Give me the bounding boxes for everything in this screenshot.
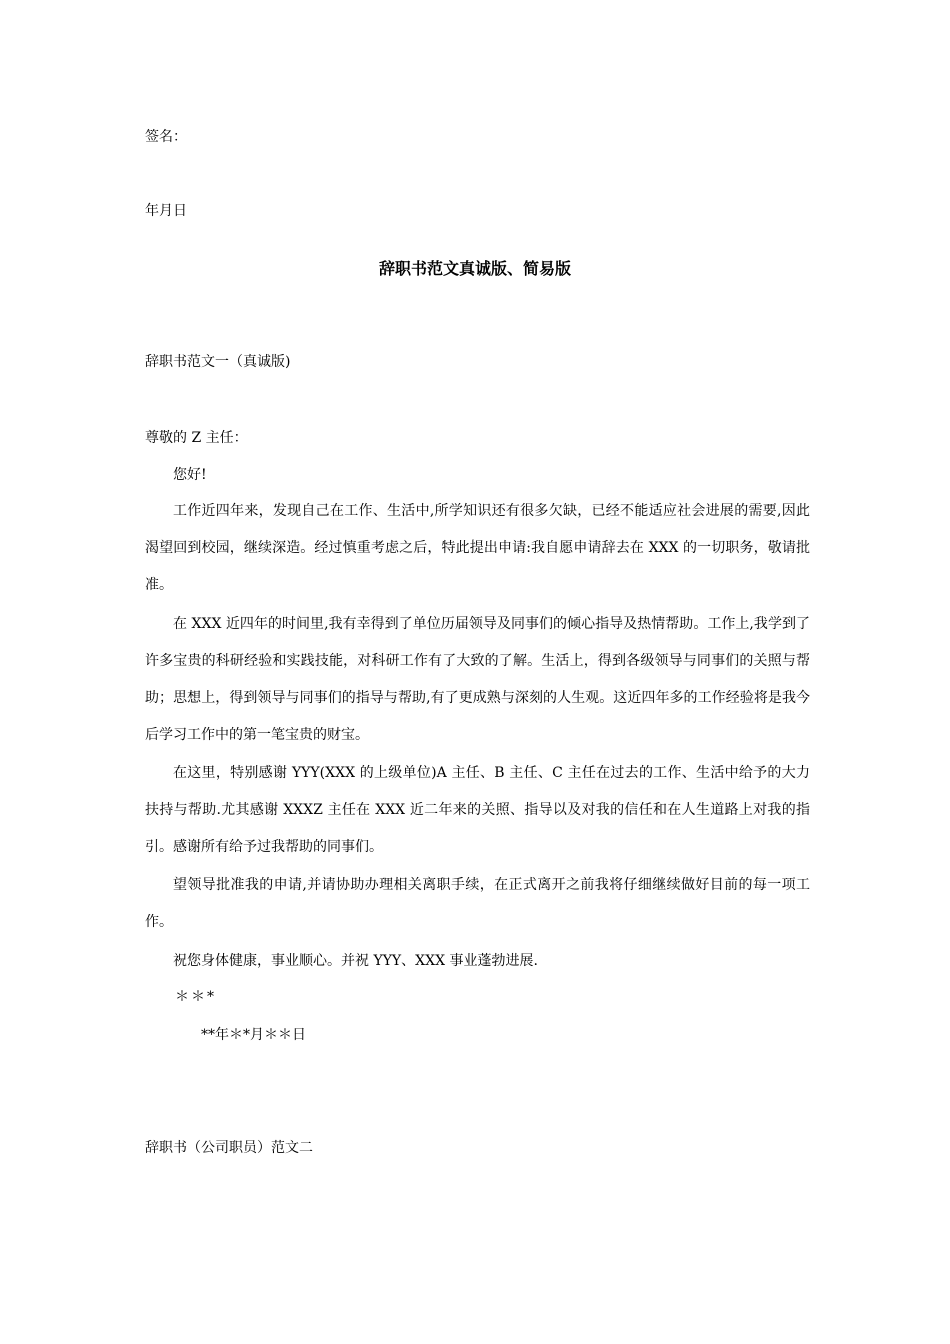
body-paragraph-4: 望领导批准我的申请,并请协助办理相关离职手续，在正式离开之前我将仔细继续做好目前的每一项工作。: [145, 877, 810, 930]
body-paragraph-3: 在这里，特别感谢 YYY(XXX 的上级单位)A 主任、B 主任、C 主任在过去的工作、生活中给予的大力扶持与帮助.尤其感谢 XXXZ 主任在 XXX 近二年来的关照、指导以及对我的信任和在人生道路上对我的指引。感谢所有给予过我帮助的同事们。: [145, 765, 810, 855]
body-paragraph-2: 在 XXX 近四年的时间里,我有幸得到了单位历届领导及同事们的倾心指导及热情帮助。工作上,我学到了许多宝贵的科研经验和实践技能，对科研工作有了大致的了解。生活上，得到各级领导与同事们的关照与帮助；思想上，得到领导与同事们的指导与帮助,有了更成熟与深刻的人生观。这近四年多的工作经验将是我今后学习工作中的第一笔宝贵的财宝。: [145, 616, 810, 743]
body-paragraph-1: 工作近四年来，发现自己在工作、生活中,所学知识还有很多欠缺，已经不能适应社会进展的需要,因此渴望回到校园，继续深造。经过慎重考虑之后，特此提出申请:我自愿申请辞去在 XXX 的一切职务，敬请批准。: [145, 503, 810, 593]
salutation: 尊敬的 Z 主任：: [145, 430, 248, 446]
greeting: 您好!: [173, 467, 207, 483]
signoff-date: **年＊*月＊＊日: [201, 1027, 306, 1043]
section1-heading: 辞职书范文一（真诚版): [145, 354, 291, 370]
document-title: 辞职书范文真诚版、简易版: [378, 259, 571, 278]
section2-heading: 辞职书（公司职员）范文二: [145, 1140, 313, 1156]
signature-label: 签名：: [145, 129, 187, 145]
closing-wishes: 祝您身体健康，事业顺心。并祝 YYY、XXX 事业蓬勃进展.: [173, 953, 538, 969]
signoff-name: ＊＊*: [175, 989, 216, 1005]
date-label: 年月日: [145, 203, 187, 219]
